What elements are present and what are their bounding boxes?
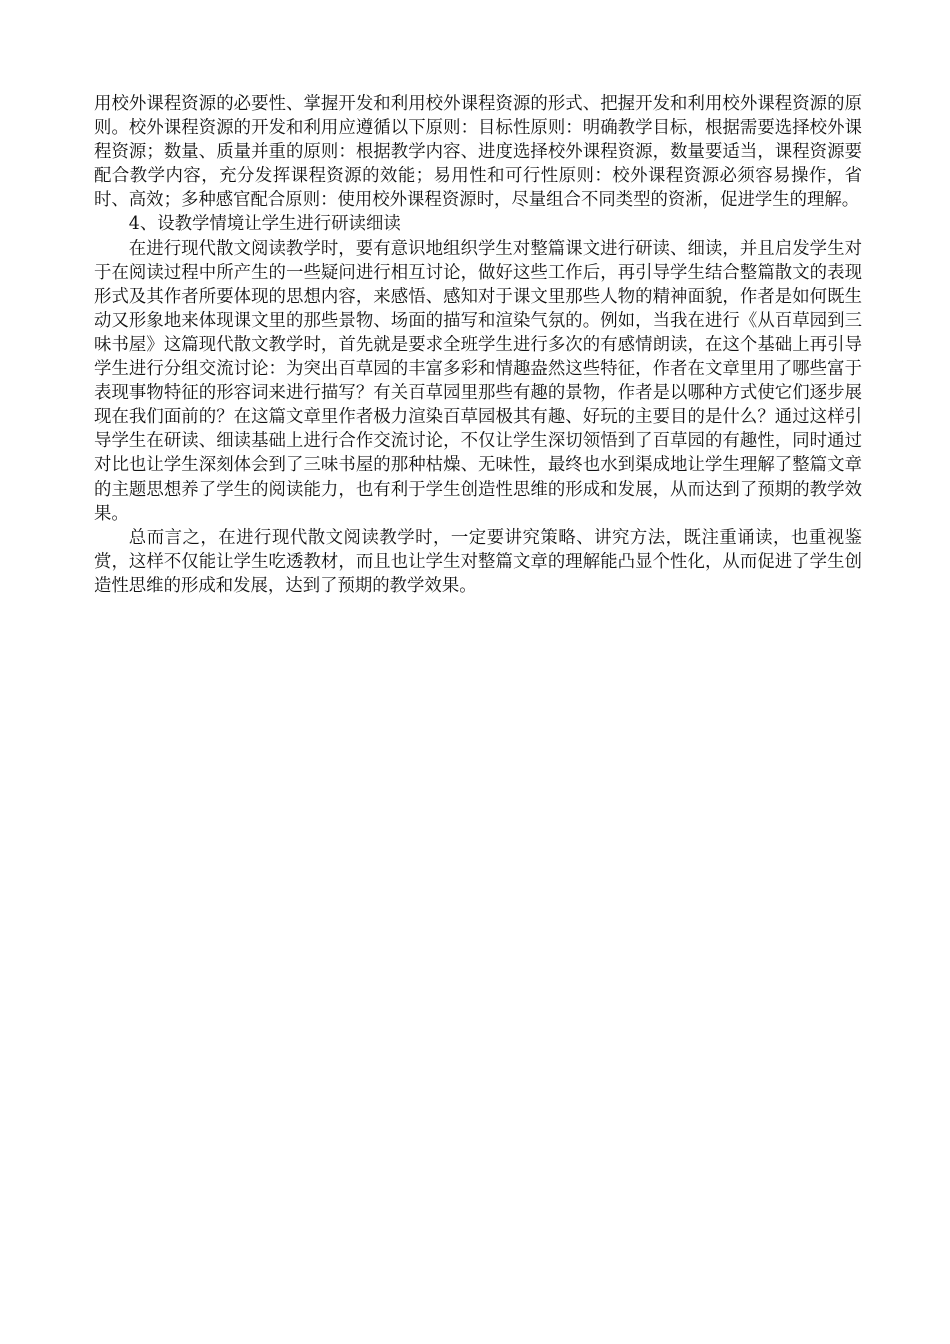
section-heading-4: 4、设教学情境让学生进行研读细读 [128, 214, 401, 235]
paragraph-conclusion: 总而言之，在进行现代散文阅读教学时，一定要讲究策略、讲究方法，既注重诵读，也重视鉴赏，这样不仅能让学生吃透教材，而且也让学生对整篇文章的理解能凸显个性化，从而促进了学生创造性思维的形成和发展，达到了预期的教学效果。 [94, 527, 862, 596]
paragraph-resource-principles: 用校外课程资源的必要性、掌握开发和利用校外课程资源的形式、把握开发和利用校外课程资源的原则。校外课程资源的开发和利用应遵循以下原则：目标性原则：明确教学目标，根据需要选择校外课程资源；数量、质量并重的原则：根据教学内容、进度选择校外课程资源，数量要适当，课程资源要配合教学内容，充分发挥课程资源的效能；易用性和可行性原则：校外课程资源必须容易操作，省时、高效；多种感官配合原则：使用校外课程资源时，尽量组合不同类型的资淅，促进学生的理解。 [94, 94, 862, 211]
paragraph-close-reading: 在进行现代散文阅读教学时，要有意识地组织学生对整篇课文进行研读、细读，并且启发学生对于在阅读过程中所产生的一些疑问进行相互讨论，做好这些工作后，再引导学生结合整篇散文的表现形式及其作者所要体现的思想内容，来感悟、感知对于课文里那些人物的精神面貌，作者是如何既生动又形象地来体现课文里的那些景物、场面的描写和渲染气氛的。例如，当我在进行《从百草园到三味书屋》这篇现代散文教学时，首先就是要求全班学生进行多次的有感情朗读，在这个基础上再引导学生进行分组交流讨论：为突出百草园的丰富多彩和情趣盎然这些特征，作者在文章里用了哪些富于表现事物特征的形容词来进行描写？有关百草园里那些有趣的景物，作者是以哪种方式使它们逐步展现在我们面前的？在这篇文章里作者极力渲染百草园极其有趣、好玩的主要目的是什么？通过这样引导学生在研读、细读基础上进行合作交流讨论，不仅让学生深切领悟到了百草园的有趣性，同时通过对比也让学生深刻体会到了三味书屋的那种枯燥、无味性，最终也水到渠成地让学生理解了整篇文章的主题思想养了学生的阅读能力，也有利于学生创造性思维的形成和发展，从而达到了预期的教学效果。 [94, 238, 862, 524]
document-body [94, 92, 862, 598]
